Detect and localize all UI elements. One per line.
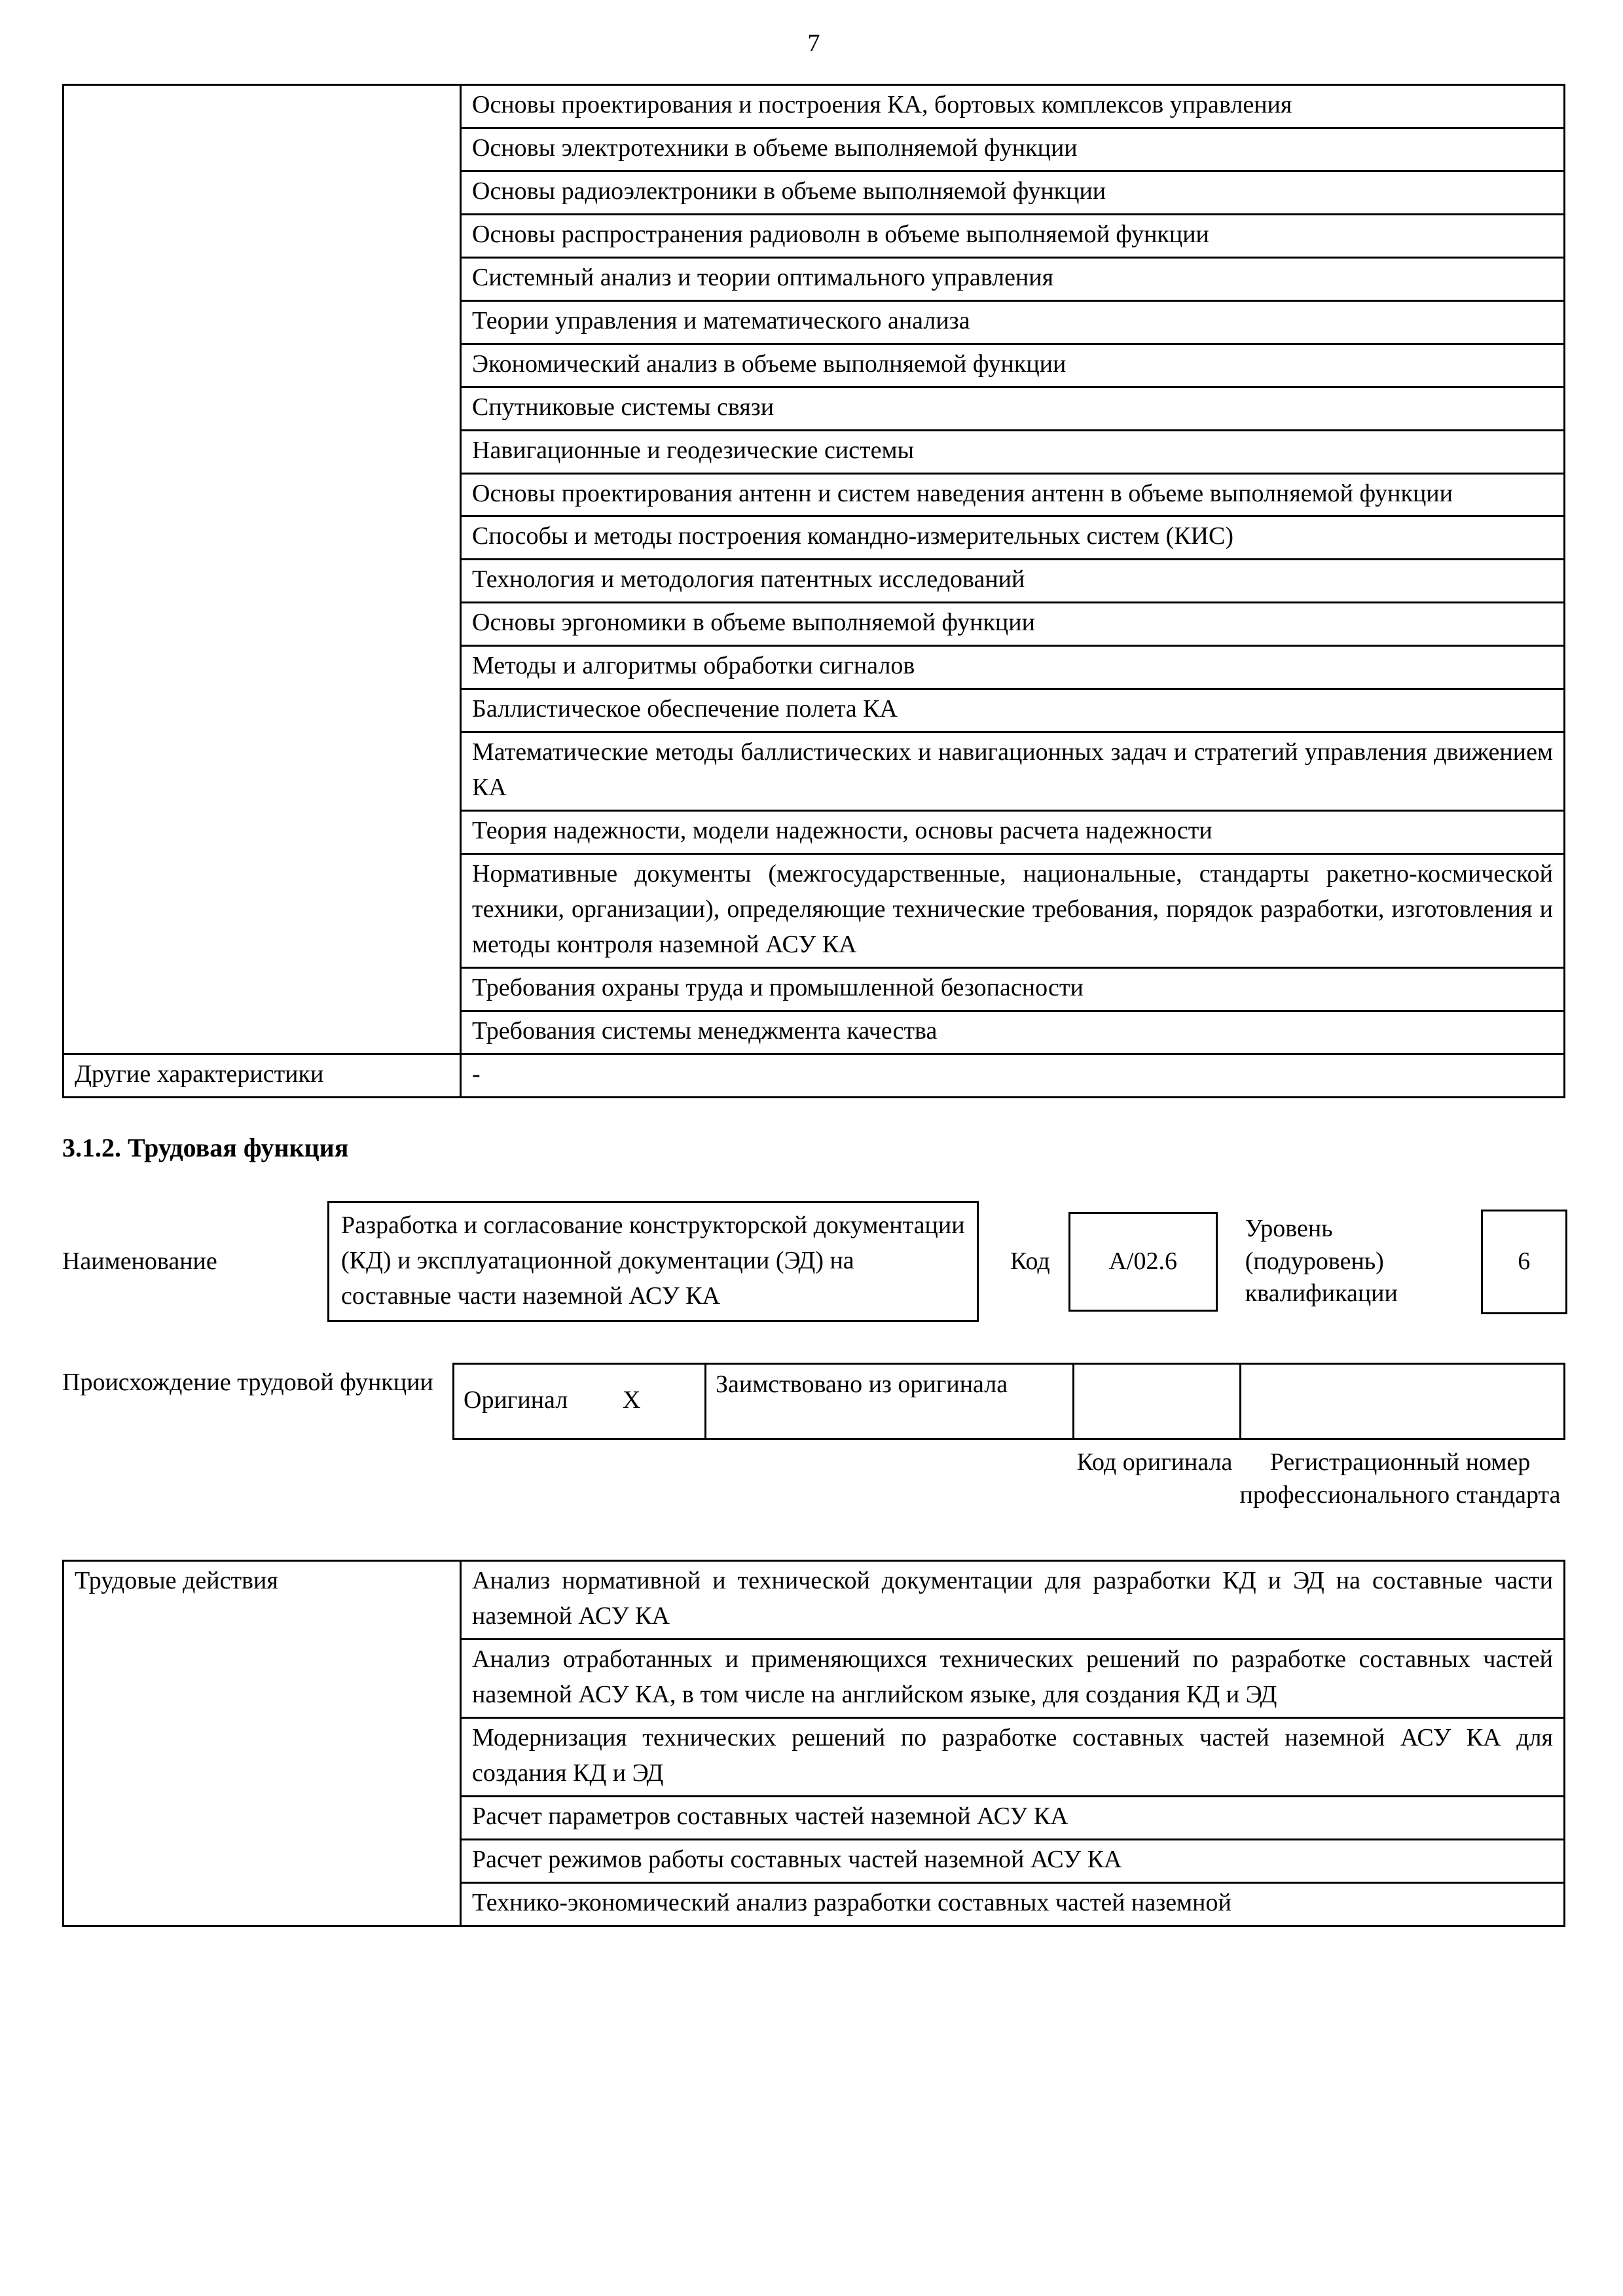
knowledge-item: Требования системы менеджмента качества	[461, 1011, 1565, 1054]
table-row	[64, 84, 1565, 128]
knowledge-left-cell	[64, 84, 461, 1054]
origin-original-cell	[454, 1365, 704, 1438]
knowledge-item: Требования охраны труда и промышленной безопасности	[461, 967, 1565, 1011]
origin-captions	[1071, 1446, 1565, 1511]
action-item: Технико-экономический анализ разработки составных частей наземной	[461, 1882, 1565, 1926]
knowledge-item: Методы и алгоритмы обработки сигналов	[461, 646, 1565, 689]
origin-original-label: Оригинал	[464, 1386, 568, 1414]
code-label: Код	[1010, 1247, 1050, 1275]
table-row-other-characteristics	[64, 1054, 1565, 1097]
function-level-box: 6	[1481, 1210, 1567, 1314]
knowledge-item: Основы эргономики в объеме выполняемой функции	[461, 603, 1565, 646]
other-characteristics-value: -	[461, 1054, 1565, 1097]
function-code-box: А/02.6	[1068, 1212, 1218, 1312]
knowledge-item: Системный анализ и теории оптимального управления	[461, 257, 1565, 300]
action-item: Расчет режимов работы составных частей наземной АСУ КА	[461, 1839, 1565, 1882]
origin-row	[62, 1363, 1565, 1440]
actions-section	[62, 1560, 1565, 1927]
knowledge-item: Основы проектирования антенн и систем наведения антенн в объеме выполняемой функции	[461, 473, 1565, 516]
name-label: Наименование	[62, 1247, 217, 1275]
origin-original-mark: X	[622, 1386, 641, 1414]
origin-code-cell	[1072, 1365, 1239, 1438]
action-item: Анализ нормативной и технической документации для разработки КД и ЭД на составные части наземной АСУ КА	[461, 1561, 1565, 1640]
action-item: Анализ отработанных и применяющихся технических решений по разработке составных частей наземной АСУ КА, в том числе на английском языке, для создания КД и ЭД	[461, 1640, 1565, 1718]
other-characteristics-label: Другие характеристики	[64, 1054, 461, 1097]
origin-borrowed-cell: Заимствовано из оригинала	[704, 1365, 1072, 1438]
function-name-box: Разработка и согласование конструкторской документации (КД) и эксплуатационной документации (ЭД) на составные части наземной АСУ КА	[327, 1201, 979, 1323]
origin-label: Происхождение трудовой функции	[62, 1369, 433, 1397]
knowledge-item: Основы электротехники в объеме выполняемой функции	[461, 128, 1565, 171]
action-item: Модернизация технических решений по разработке составных частей наземной АСУ КА для создания КД и ЭД	[461, 1718, 1565, 1797]
origin-registration-caption: Регистрационный номер профессионального стандарта	[1239, 1448, 1561, 1509]
knowledge-item: Способы и методы построения командно-измерительных систем (КИС)	[461, 516, 1565, 560]
function-header-row	[62, 1201, 1565, 1323]
knowledge-item: Математические методы баллистических и навигационных задач и стратегий управления движением КА	[461, 732, 1565, 811]
table-row	[64, 1561, 1565, 1640]
knowledge-item: Теория надежности, модели надежности, основы расчета надежности	[461, 811, 1565, 854]
knowledge-item: Спутниковые системы связи	[461, 387, 1565, 430]
knowledge-item: Основы распространения радиоволн в объеме выполняемой функции	[461, 214, 1565, 257]
knowledge-item: Экономический анализ в объеме выполняемой функции	[461, 344, 1565, 387]
origin-code-caption: Код оригинала	[1076, 1448, 1233, 1477]
knowledge-item: Баллистическое обеспечение полета КА	[461, 689, 1565, 732]
section-heading: 3.1.2. Трудовая функция	[62, 1132, 349, 1162]
knowledge-item: Основы проектирования и построения КА, бортовых комплексов управления	[461, 84, 1565, 128]
origin-registration-cell	[1239, 1365, 1563, 1438]
knowledge-item: Основы радиоэлектроники в объеме выполняемой функции	[461, 171, 1565, 214]
origin-table	[452, 1363, 1565, 1440]
actions-table	[62, 1560, 1565, 1927]
level-label: Уровень (подуровень) квалификации	[1245, 1215, 1398, 1308]
knowledge-item: Навигационные и геодезические системы	[461, 430, 1565, 473]
page-number: 7	[807, 29, 820, 57]
actions-label-cell: Трудовые действия	[64, 1561, 461, 1926]
action-item: Расчет параметров составных частей наземной АСУ КА	[461, 1796, 1565, 1839]
knowledge-item: Нормативные документы (межгосударственные, национальные, стандарты ракетно-космической техники, организации), определяющие технические требования, порядок разработки, изготовления и методы контроля наземной АСУ КА	[461, 854, 1565, 968]
knowledge-item: Технология и методология патентных исследований	[461, 560, 1565, 603]
knowledge-table	[62, 84, 1565, 1098]
knowledge-item: Теории управления и математического анализа	[461, 300, 1565, 344]
